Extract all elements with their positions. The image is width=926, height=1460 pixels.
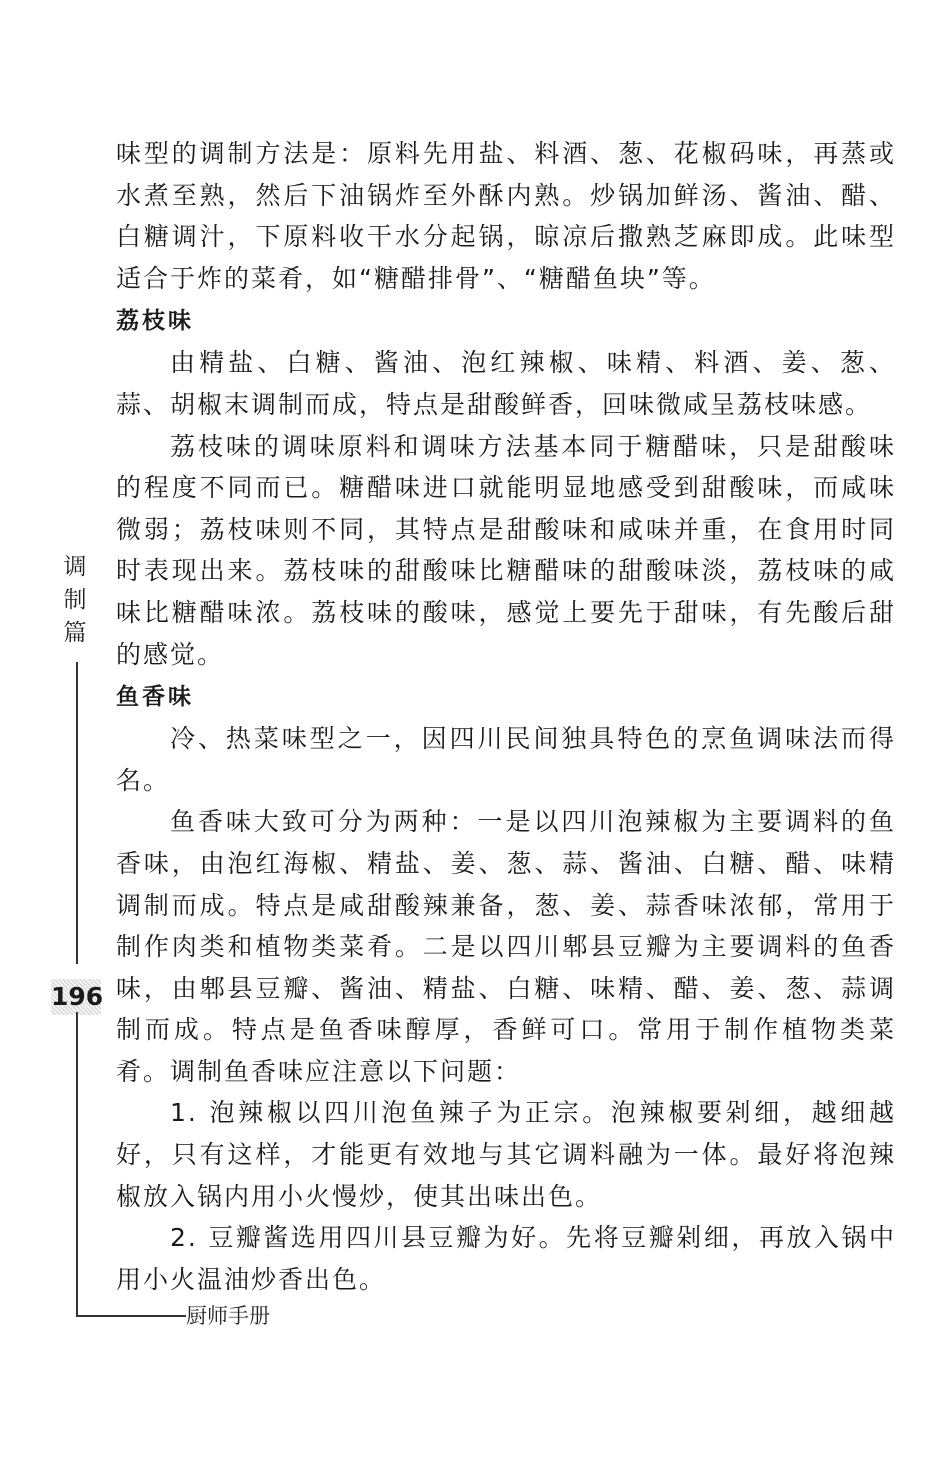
paragraph-intro: 味型的调制方法是：原料先用盐、料酒、葱、花椒码味，再蒸或水煮至熟，然后下油锅炸至外酥内熟。炒锅加鲜汤、酱油、醋、白糖调汁，下原料收干水分起锅，晾凉后撒熟芝麻即成。此味型适合于炸的菜肴，如“糖醋排骨”、“糖醋鱼块”等。 (116, 139, 896, 293)
paragraph-lizhi-2: 荔枝味的调味原料和调味方法基本同于糖醋味，只是甜酸味的程度不同而已。糖醋味进口就能明显地感受到甜酸味，而咸味微弱；荔枝味则不同，其特点是甜酸味和咸味并重，在食用时同时表现出来。荔枝味的甜酸味比糖醋味的甜酸味淡，荔枝味的咸味比糖醋味浓。荔枝味的酸味，感觉上要先于甜味，有先酸后甜的感觉。 (116, 431, 896, 669)
paragraph-lizhi-1: 由精盐、白糖、酱油、泡红辣椒、味精、料酒、姜、葱、蒜、胡椒末调制而成，特点是甜酸鲜香，回味微咸呈荔枝味感。 (116, 348, 896, 419)
footer-rule (76, 1315, 186, 1317)
paragraph-note-1: 1. 泡辣椒以四川泡鱼辣子为正宗。泡辣椒要剁细，越细越好，只有这样，才能更有效地与其它调料融为一体。最好将泡辣椒放入锅内用小火慢炒，使其出味出色。 (116, 1098, 896, 1211)
body-text (116, 133, 896, 1300)
section-label: 调制篇 (63, 554, 87, 646)
paragraph-note-2: 2. 豆瓣酱选用四川县豆瓣为好。先将豆瓣剁细，再放入锅中用小火温油炒香出色。 (116, 1223, 896, 1294)
margin-rule-top (76, 662, 78, 964)
margin-rule-bottom (76, 1012, 78, 1316)
paragraph-yuxiang-2: 鱼香味大致可分为两种：一是以四川泡辣椒为主要调料的鱼香味，由泡红海椒、精盐、姜、葱、蒜、酱油、白糖、醋、味精调制而成。特点是咸甜酸辣兼备，葱、姜、蒜香味浓郁，常用于制作肉类和植物类菜肴。二是以四川郫县豆瓣为主要调料的鱼香味，由郫县豆瓣、酱油、精盐、白糖、味精、醋、姜、葱、蒜调制而成。特点是鱼香味醇厚，香鲜可口。常用于制作植物类菜肴。调制鱼香味应注意以下问题： (116, 807, 896, 1086)
book-title: 厨师手册 (186, 1304, 270, 1328)
page-number: 196 (51, 979, 101, 1015)
heading-lizhi: 荔枝味 (116, 308, 194, 335)
paragraph-yuxiang-1: 冷、热菜味型之一，因四川民间独具特色的烹鱼调味法而得名。 (116, 724, 896, 795)
heading-yuxiang: 鱼香味 (116, 684, 194, 711)
